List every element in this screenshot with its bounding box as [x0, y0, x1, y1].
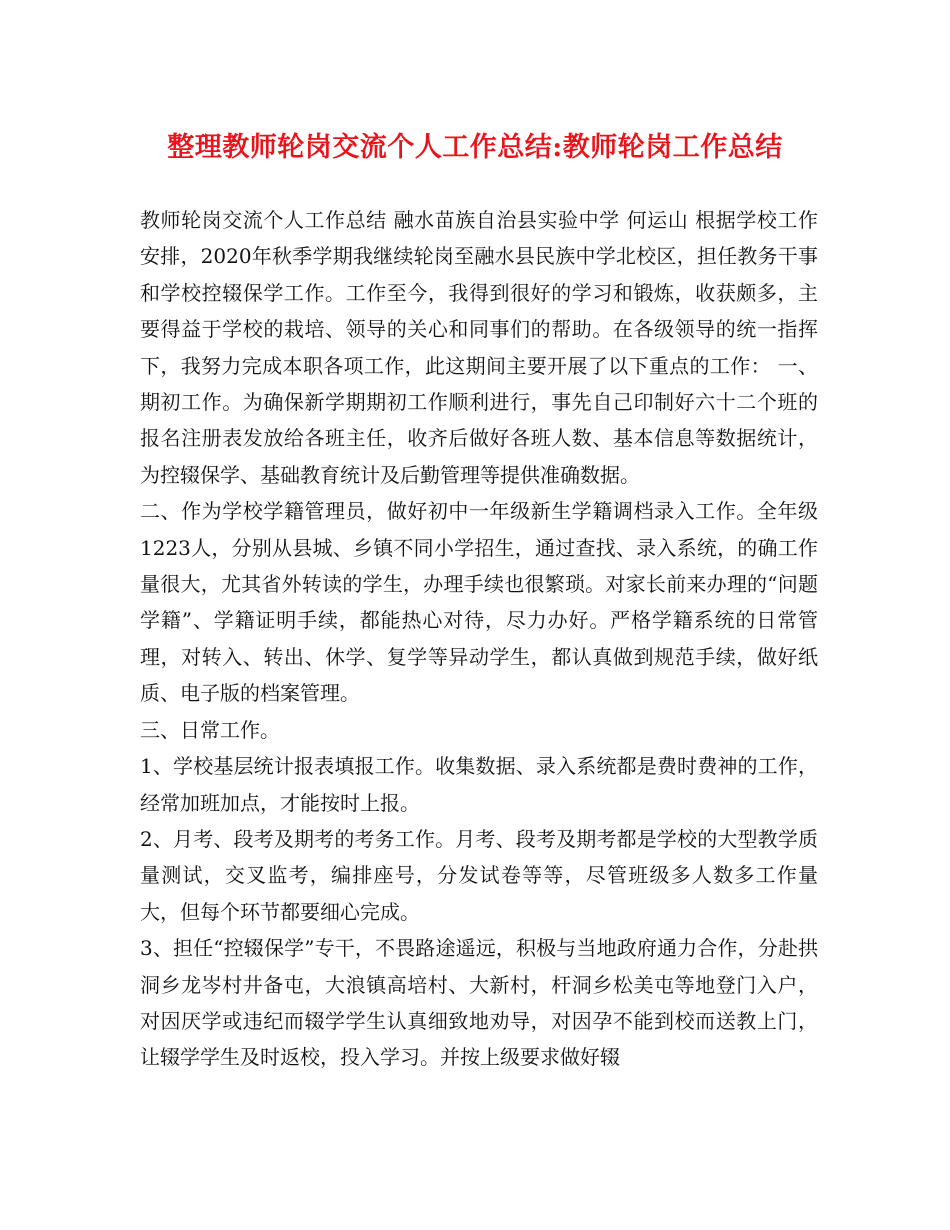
paragraph-section-2: 二、作为学校学籍管理员，做好初中一年级新生学籍调档录入工作。全年级1223人，分别从县城、乡镇不同小学招生，通过查找、录入系统，的确工作量很大，尤其省外转读的学生，办理手续也很繁琐。对家长前来办理的“问题学籍”、学籍证明手续，都能热心对待，尽力办好。严格学籍系统的日常管理，对转入、转出、休学、复学等异动学生，都认真做到规范手续，做好纸质、电子版的档案管理。 [140, 499, 818, 706]
paragraph-item-1: 1、学校基层统计报表填报工作。收集数据、录入系统都是费时费神的工作，经常加班加点，才能按时上报。 [140, 754, 818, 815]
paragraph-item-2: 2、月考、段考及期考的考务工作。月考、段考及期考都是学校的大型教学质量测试，交叉监考，编排座号，分发试卷等等，尽管班级多人数多工作量大，但每个环节都要细心完成。 [140, 826, 818, 924]
document-body [140, 202, 818, 1076]
paragraph-item-3: 3、担任“控辍保学”专干，不畏路途遥远，积极与当地政府通力合作，分赴拱洞乡龙岑村井备屯，大浪镇高培村、大新村，杆洞乡松美屯等地登门入户，对因厌学或违纪而辍学学生认真细致地劝导，对因孕不能到校而送教上门，让辍学学生及时返校，投入学习。并按上级要求做好辍 [140, 936, 818, 1070]
paragraph-section-3-heading: 三、日常工作。 [140, 717, 280, 742]
paragraph-intro: 教师轮岗交流个人工作总结 融水苗族自治县实验中学 何运山 根据学校工作安排，2020年秋季学期我继续轮岗至融水县民族中学北校区，担任教务干事和学校控辍保学工作。工作至今，我得到很好的学习和锻炼，收获颇多，主要得益于学校的栽培、领导的关心和同事们的帮助。在各级领导的统一指挥下，我努力完成本职各项工作，此这期间主要开展了以下重点的工作： 一、期初工作。为确保新学期期初工作顺利进行，事先自己印制好六十二个班的报名注册表发放给各班主任，收齐后做好各班人数、基本信息等数据统计，为控辍保学、基础教育统计及后勤管理等提供准确数据。 [140, 208, 818, 487]
document-title: 整理教师轮岗交流个人工作总结:教师轮岗工作总结 [167, 132, 783, 163]
